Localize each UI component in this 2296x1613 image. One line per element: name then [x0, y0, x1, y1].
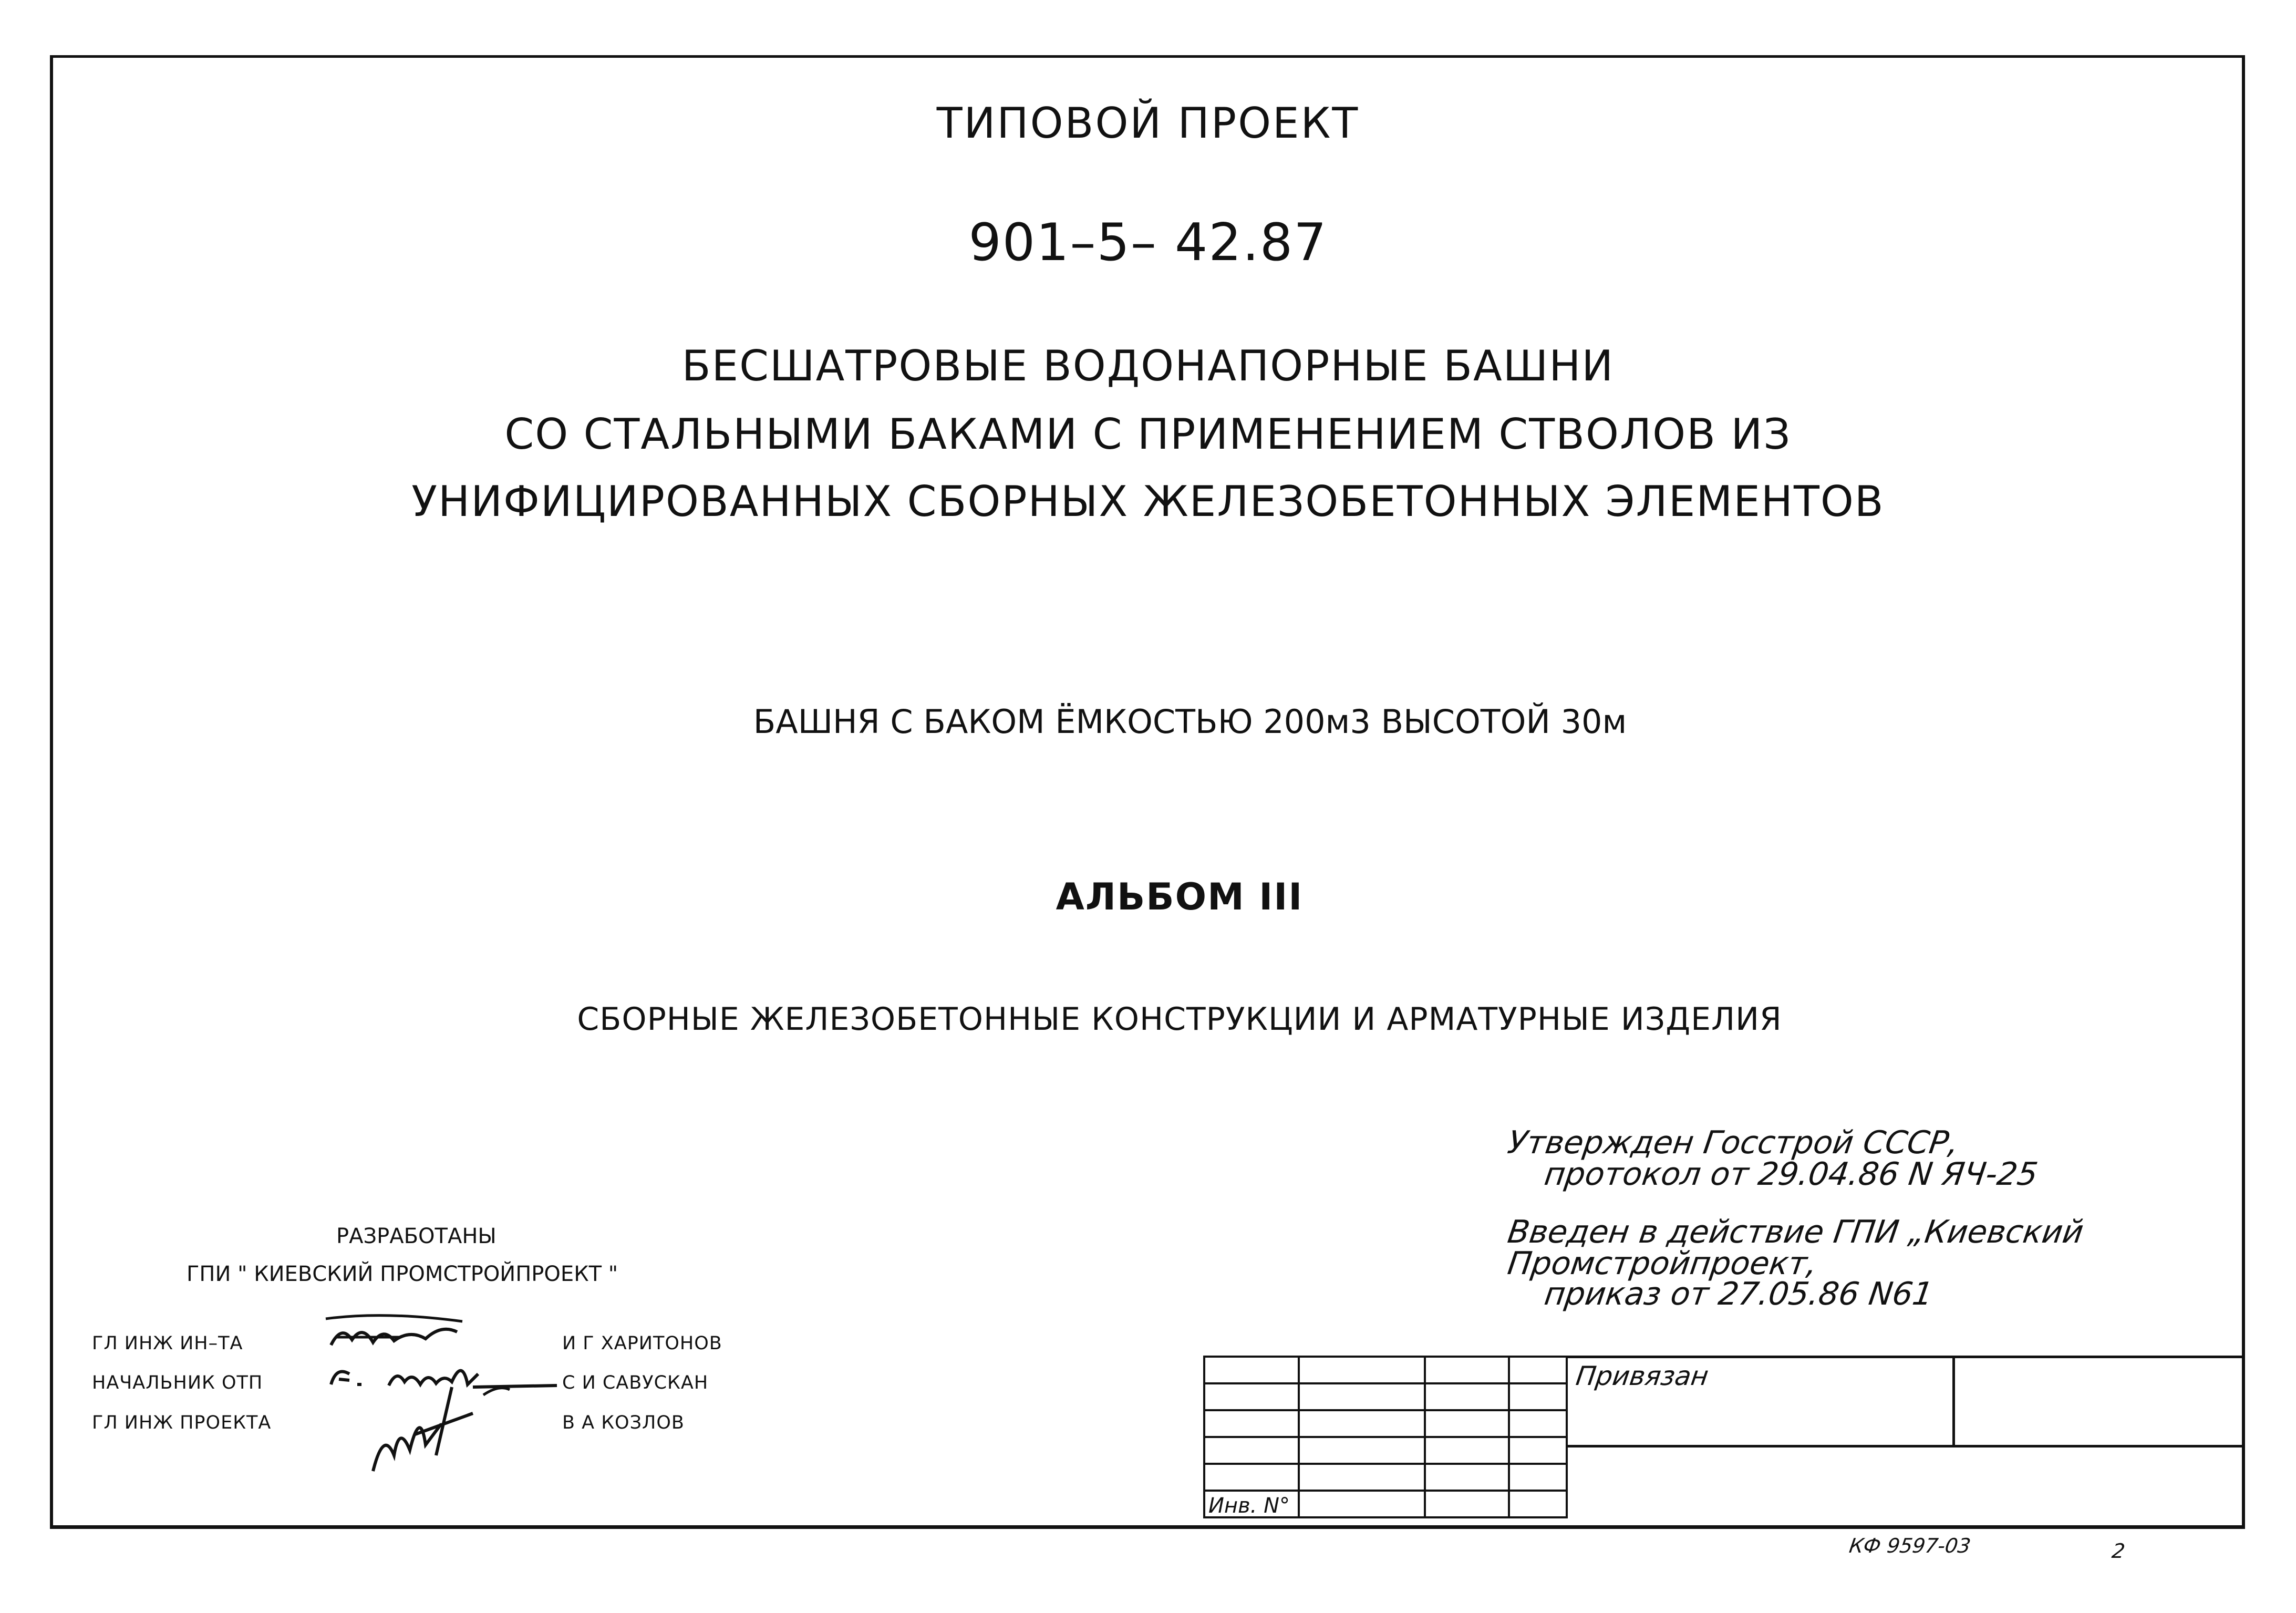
signatory-role-3: ГЛ ИНЖ ПРОЕКТА [92, 1412, 272, 1433]
signatory-role-2: НАЧАЛЬНИК ОТП [92, 1372, 263, 1393]
signature-1 [320, 1308, 478, 1356]
developer-org: ГПИ " КИЕВСКИЙ ПРОМСТРОЙПРОЕКТ " [187, 1262, 618, 1286]
project-type-label: ТИПОВОЙ ПРОЕКТ [936, 99, 1360, 148]
title-block-top-line [1566, 1356, 2245, 1358]
document-code: КФ 9597-03 [1847, 1534, 1972, 1557]
signature-3 [363, 1377, 483, 1482]
approval-line-5: приказ от 27.05.86 N61 [1542, 1276, 1936, 1312]
subtitle: БАШНЯ С БАКОМ ЁМКОСТЬЮ 200м3 ВЫСОТОЙ 30м [753, 702, 1627, 741]
title-line-1: БЕСШАТРОВЫЕ ВОДОНАПОРНЫЕ БАШНИ [681, 342, 1615, 390]
signatory-name-2: С И САВУСКАН [562, 1372, 709, 1393]
album-subject: СБОРНЫЕ ЖЕЛЕЗОБЕТОННЫЕ КОНСТРУКЦИИ И АРМАТУРНЫЕ ИЗДЕЛИЯ [577, 1001, 1782, 1038]
approval-line-4: Промстройпроект, [1505, 1245, 1820, 1282]
album-number: АЛЬБОМ III [1056, 875, 1304, 918]
approval-line-2: протокол от 29.04.86 N ЯЧ-25 [1542, 1156, 2040, 1193]
bound-label: Привязан [1574, 1361, 1711, 1391]
approval-line-3: Введен в действие ГПИ „Киевский [1505, 1214, 2086, 1250]
inventory-number-label: Инв. N° [1208, 1494, 1290, 1518]
title-line-2: СО СТАЛЬНЫМИ БАКАМИ С ПРИМЕНЕНИЕМ СТВОЛОВ ИЗ [504, 410, 1792, 459]
project-number: 901–5– 42.87 [968, 213, 1328, 273]
title-line-3: УНИФИЦИРОВАННЫХ СБОРНЫХ ЖЕЛЕЗОБЕТОННЫХ ЭЛЕМЕНТОВ [411, 477, 1885, 526]
title-block-middle-line [1566, 1445, 2245, 1447]
signatory-role-1: ГЛ ИНЖ ИН–ТА [92, 1333, 243, 1354]
signatory-name-3: В А КОЗЛОВ [562, 1412, 685, 1433]
title-block-divider [1952, 1356, 1955, 1447]
signatory-name-1: И Г ХАРИТОНОВ [562, 1333, 722, 1354]
approval-line-1: Утвержден Госстрой СССР, [1505, 1124, 1961, 1161]
title-block-grid [1203, 1356, 1568, 1518]
developer-heading: РАЗРАБОТАНЫ [336, 1224, 497, 1248]
page-number: 2 [2110, 1539, 2127, 1563]
